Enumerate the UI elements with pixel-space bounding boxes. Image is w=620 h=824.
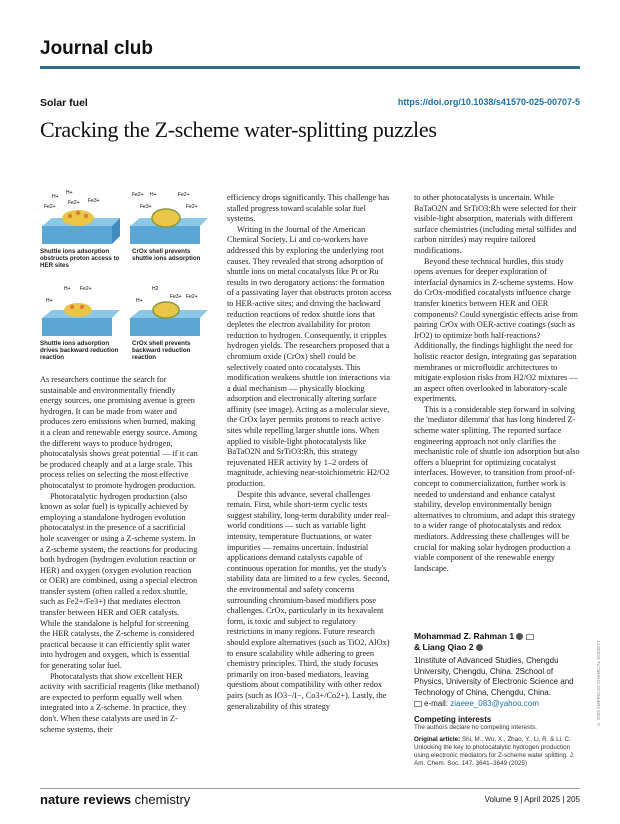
h-label: H+	[150, 192, 157, 198]
paragraph: This is a considerable step forward in solving the 'mediator dilemma' that has long hindered Z-scheme water splitting. The reported surface engineering approach not only clarifies the mechanistic role of shuttle ion adsorption but also offers a blueprint for optimizing cocatalyst interfaces. However, to transition from proof-of-concept to commercialization, further work is needed to understand and enhance catalyst stability, develop environmentally benign alternatives to chromium, and adapt this strategy to a wider range of photocatalysts and redox mediators. Addressing these challenges will be crucial for making solar hydrogen production a viable component of the renewable energy landscape.	[414, 404, 580, 573]
fe2-label: Fe2+	[132, 192, 144, 198]
fe3-label: Fe3+	[88, 198, 100, 204]
shuttle-ion	[80, 305, 84, 309]
panel-1	[42, 190, 120, 244]
mail-icon[interactable]	[526, 634, 534, 640]
competing-interests-heading: Competing interests	[414, 715, 492, 724]
panel-4	[130, 286, 208, 336]
h2-label: H2	[152, 286, 159, 292]
header-rule	[40, 66, 580, 69]
journal-name: nature reviews chemistry	[40, 792, 191, 807]
article-title: Cracking the Z-scheme water-splitting puzzles	[40, 117, 437, 142]
paragraph: As researchers continue the search for sustainable and environmentally friendly energy sources, one promising avenue is green hydrogen. It can be made from water and produces zero emissions when burned, making it a clean and renewable energy source. Among the different ways to produce hydrogen, photocatalysis shows great potential — if it can be produced cheaply and at a large scale. This process relies on selecting the most effective photocatalyst to promote hydrogen production.	[40, 375, 198, 490]
caption-4: CrOx shell prevents backward reduction reaction	[132, 340, 191, 362]
h-label: H+	[64, 286, 71, 292]
column-2	[227, 193, 393, 712]
paragraph: efficiency drops significantly. This challenge has stalled progress toward scalable solar fuel systems.	[227, 193, 390, 224]
panel-3	[42, 286, 120, 336]
crox-shell	[152, 209, 180, 227]
h-label: H+	[46, 298, 53, 304]
fe2-label: Fe2+	[178, 192, 190, 198]
semiconductor-slab	[42, 318, 112, 336]
original-article: Original article: Shi, M., Wu, X., Zhao, Y., Li, R. & Li, C. Unlocking the key to photocatalytic hydrogen production using electronic mediators for Z-scheme water splitting. J. Am. Chem. Soc. 147, 3641–3649 (2025)	[414, 736, 575, 767]
fe2-label: Fe2+	[44, 204, 56, 210]
orcid-icon[interactable]	[476, 644, 483, 651]
paragraph: Writing in the Journal of the American Chemical Society, Li and co-workers have addressed this by exploring the underlying root causes. They revealed that strong adsorption of shuttle ions on metal cocatalysts like Pt or Ru results in two derogatory actions: the formation of a passivating layer that obstructs proton access to HER-active sites; and driving the backward reduction reactions of redox shuttle ions that depletes the electron availability for proton reduction to hydrogen. Consequently, it cripples hydrogen yields. The researchers proposed that a chromium oxide (CrOx) shell could be selectively coated onto cocatalysts. This modification weakens shuttle ion interactions via a dual mechanism — physically blocking adsorption and electronically altering surface affinity (see image). Acting as a molecular sieve, the CrOx layer permits protons to reach active sites while repelling larger shuttle ions. When applied to visible-light photocatalysts like BaTaO2N and SrTiO3:Rh, this strategy rejuvenated HER activity by 1–2 orders of magnitude, achieving near-stoichiometric H2/O2 production.	[227, 224, 392, 489]
shuttle-ion	[70, 305, 74, 309]
footer-rule	[40, 788, 580, 789]
fe3-label: Fe3+	[170, 294, 182, 300]
fe3-label: Fe3+	[140, 204, 152, 210]
shuttle-ion	[84, 214, 88, 218]
paragraph: Despite this advance, several challenges remain. First, while short-term cyclic tests suggest stability, long-term durability under real-world conditions — such as variable light intensity, temperature fluctuations, or water impurities — remains uncertain. Industrial applications demand catalysts capable of continuous operation for months, yet the study's stability data are limited to a few cycles. Second, the environmental and safety concerns surrounding chromium-based modifiers pose challenges. CrOx, particularly in its hexavalent form, is toxic and subject to regulatory restrictions in many regions. Future research should explore alternatives (such as TiO2, AlOx) to ensure scalability while adhering to green chemistry principles. Third, the study focuses primarily on iron-based mediators, leaving questions about compatibility with other redox pairs (such as IO3−/I−, Co3+/Co2+). Lastly, the generalizability of this strategy	[227, 489, 390, 711]
h-label: H+	[136, 298, 143, 304]
shuttle-ion	[76, 211, 80, 215]
copyright-notice: © 2025 AMERICAN CHEMICAL SOCIETY	[596, 640, 601, 727]
fe2-label: Fe2+	[186, 204, 198, 210]
author-block	[414, 631, 584, 768]
h-label: H+	[52, 194, 59, 200]
author-1: Mohammad Z. Rahman 1	[414, 631, 584, 642]
section-label: Solar fuel	[40, 97, 88, 109]
column-3	[414, 193, 582, 574]
fe2-label: Fe2+	[68, 200, 80, 206]
competing-interests-text: The authors declare no competing interests.	[414, 724, 537, 731]
caption-1: Shuttle ions adsorption obstructs proton access to HER sites	[40, 248, 120, 270]
email-link[interactable]: ziaeee_083@yahoo.com	[450, 699, 539, 708]
semiconductor-slab	[130, 226, 200, 244]
cocatalyst-particle	[64, 303, 92, 317]
doi-link[interactable]: https://doi.org/10.1038/s41570-025-00707-5	[397, 97, 580, 107]
author-2: & Liang Qiao 2	[414, 642, 584, 653]
affiliations: 1Institute of Advanced Studies, Chengdu University, Chengdu, China. 2School of Physics, University of Electronic Science and Technology of China, Chengdu, China.	[414, 656, 574, 697]
fe2-label: Fe2+	[186, 294, 198, 300]
shuttle-ion	[68, 214, 72, 218]
h-label: H+	[66, 190, 73, 196]
semiconductor-slab	[42, 226, 112, 244]
paragraph: Beyond these technical hurdles, this study opens avenues for deeper exploration of interfacial dynamics in Z-scheme systems. How do CrOx-modified cocatalysts influence charge transfer kinetics between HER and OER components? Could synergistic effects arise from pairing CrOx with OER-active coatings (such as IrO2) to optimize both half-reactions? Additionally, the findings highlight the need for holistic reactor design, integrating gas separation membranes or microfluidic architectures to mitigate explosion risks from H2/O2 mixtures — an aspect often overlooked in laboratory-scale experiments.	[414, 256, 578, 404]
mail-icon	[414, 701, 422, 707]
email-line: e-mail: ziaeee_083@yahoo.com	[414, 698, 584, 709]
fe2-label: Fe2+	[80, 286, 92, 292]
volume-info: Volume 9 | April 2025 | 205	[484, 795, 580, 804]
figure-illustration	[40, 186, 210, 366]
caption-2: CrOx shell prevents shuttle ions adsorption	[132, 248, 201, 263]
caption-3: Shuttle ions adsorption drives backward reduction reaction	[40, 340, 119, 362]
paragraph: Photocatalytic hydrogen production (also known as solar fuel) is typically achieved by employing a standalone hydrogen evolution photocatalyst in the presence of a sacrificial hole scavenger or using a Z-scheme system. In a Z-scheme system, the reactions for producing both hydrogen (hydrogen evolution reaction or HER) and oxygen (oxygen evolution reaction or OER) are combined, using a special electron transfer system (often called a redox shuttle, such as Fe2+/Fe3+) that mediates electron transfer between HER and OER catalysts. While the standalone is helpful for screening the HER catalysts, the Z-scheme is considered practical because it can efficiently split water into hydrogen and oxygen, which is essential for generating solar fuel.	[40, 491, 198, 671]
column-1	[40, 375, 200, 735]
paragraph: Photocatalysts that show excellent HER activity with sacrificial reagents (like methanol) are expected to perform equally well when integrated into a Z-scheme. In practice, they don't. When these catalysts are used in Z-scheme systems, their	[40, 671, 200, 734]
mechanism-figure	[40, 186, 210, 366]
panel-2	[130, 192, 208, 244]
journal-club-header: Journal club	[40, 38, 153, 59]
orcid-icon[interactable]	[516, 633, 523, 640]
semiconductor-slab	[130, 318, 200, 336]
crox-shell	[153, 302, 179, 318]
paragraph: to other photocatalysts is uncertain. While BaTaO2N and SrTiO3:Rh were selected for their visible-light absorption, materials with different surface chemistries (including metal sulfides and carbon nitrides) may require tailored modifications.	[414, 193, 577, 255]
